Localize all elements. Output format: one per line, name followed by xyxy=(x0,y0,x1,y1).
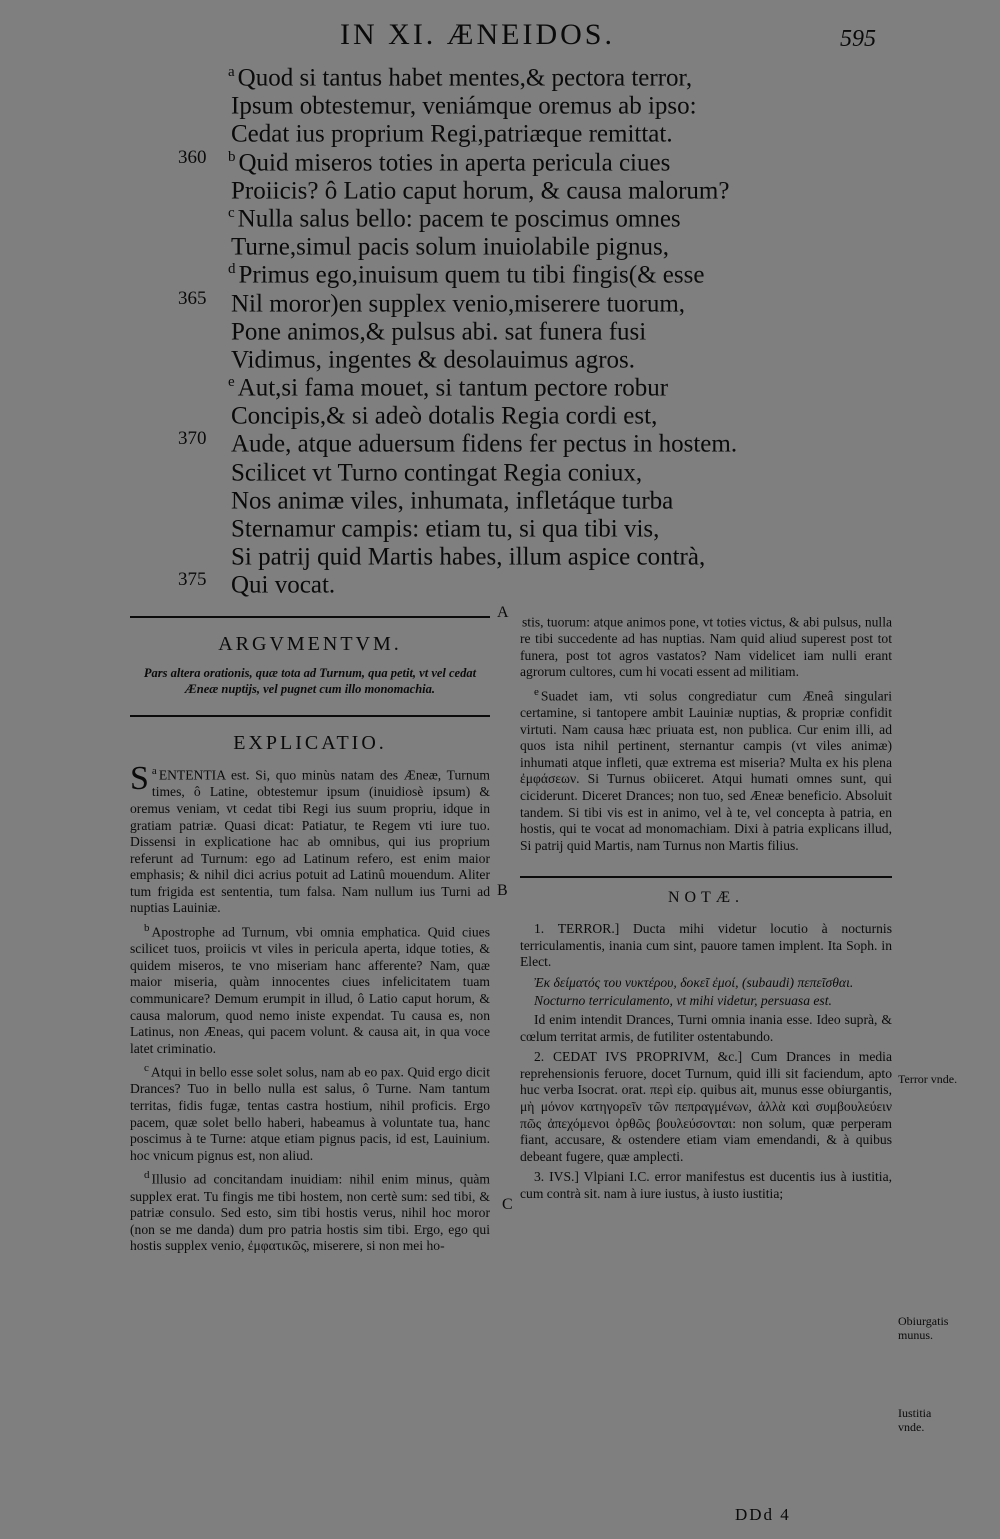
notes-body xyxy=(520,921,892,1203)
verse-line xyxy=(170,199,810,233)
margin-letter: C xyxy=(502,1196,513,1213)
note-marker: c xyxy=(144,1062,149,1075)
paragraph-text: Apostrophe ad Turnum, vbi omnia emphatica. Quid ciues scilicet tuos, proiicis vt viles in pericula aperta, idque toties, & quidem miseros, te vno miseriam hanc afferente? Nam, quæ maior miseria, quàm innocentes ciues infelicitatem tuam communicare? Demum erumpit in illud, ô Latio caput horum, & causa malorum, quod nemo iniste expendat. Tu causa es, non Latinus, non Æneas, qui pacem volunt. & causa ait, in qua voce latet criminatio. xyxy=(130,924,490,1056)
note-marker: b xyxy=(144,922,150,935)
left-column xyxy=(130,612,490,1258)
verse-line xyxy=(170,143,810,176)
verse-line xyxy=(170,537,810,571)
note-marker: e xyxy=(228,374,235,391)
margin-letter: A xyxy=(497,604,509,621)
page-number: 595 xyxy=(840,26,876,52)
line-number: 365 xyxy=(178,287,207,309)
sidenote: Terror vnde. xyxy=(898,1072,958,1086)
paragraph-text: Suadet iam, vti solus congrediatur cum Æneâ singulari certamine, si tantopere ambit Lauiniæ nuptias, & propriæ confidit virtuti. Nam causa hæc priuata est, non publica. Cur enim illi, ad quos ista nihil pertinent, sternantur campis (vt viles animæ) inhumati atque infleti, quæ extrema est miseria? Multa ex his plena ἐμφάσεων. Si Turnus obiiceret. Atqui humati omnes sunt, qui ciciderunt. Diceret Drances; non tuo, sed Æneæ beneficio. Absoluit tandem. Si tibi vis est in animo, vel à te, vel concepta à patria, en hostis, qui te vocat ad monomachiam. Dixi à patria explicans illud, Si patrij quid Martis, nam Turnus non Martis filius. xyxy=(520,688,892,853)
notae-heading: NOTÆ. xyxy=(667,889,745,907)
verse-text: Quod si tantus habet mentes,& pectora terror, xyxy=(237,64,693,92)
divider xyxy=(520,876,892,878)
verse-text: Nulla salus bello: pacem te poscimus omnes xyxy=(237,205,681,233)
note-paragraph: Id enim intendit Drances, Turni omnia inania esse. Ideo suprà, & cœlum territat armis, de futiliter ostentabundo. xyxy=(520,1011,892,1044)
verse-line xyxy=(170,453,810,486)
verse-text: Scilicet vt Turno contingat Regia coniux, xyxy=(231,458,643,486)
verse-line xyxy=(170,424,810,458)
verse-line xyxy=(170,171,810,205)
commentary-paragraph xyxy=(130,920,490,1057)
margin-letter: B xyxy=(497,882,508,899)
note-marker: c xyxy=(228,204,235,221)
paragraph-text: stis, tuorum: atque animos pone, vt toties victus, & abi pulsus, nulla re tibi succedente ad has nuptias. Nam quid aliud superest post tot funera, post tot agros vastatos? Nam videlicet iam nulli erant agrorum cultores, cum hi vocati essent ad militiam. xyxy=(520,614,892,680)
line-number: 370 xyxy=(178,428,207,450)
verse-line xyxy=(170,227,810,261)
verse-text: Vidimus, ingentes & desolauimus agros. xyxy=(231,346,636,374)
verse-text: Cedat ius proprium Regi,patriæque remittat. xyxy=(231,120,673,148)
note-marker: a xyxy=(151,765,157,778)
divider xyxy=(130,616,490,618)
note-marker: b xyxy=(228,148,236,165)
note-paragraph: 2. CEDAT IVS PROPRIVM, &c.] Cum Drances in media reprehensionis feruore, docet Turnum, quid illi sit faciendum, apto huc verba Isocrat. orat. περὶ εἰρ. quibus ait, munus esse obiurgantis, μὴ μόνον κατηγορεῖν τῶν πεπραγμένων, ἀλλὰ καὶ συμβουλεύειν πῶς ἀπεχόμενοι ὀρθῶς βουλεύσονται: non solum, quæ perperam fiant, accusare, & ostendere etiam viam emendandi, & à quibus debeant fugere, quæ amplecti. xyxy=(520,1049,892,1164)
commentary-paragraph xyxy=(130,760,490,917)
verse-text: Nil moror)en supplex venio,miserere tuorum, xyxy=(231,289,686,317)
verse-text: Aut,si fama mouet, si tantum pectore robur xyxy=(237,374,669,402)
signature-mark: DDd 4 xyxy=(735,1505,791,1524)
commentary-paragraph xyxy=(130,1167,490,1255)
verse-line xyxy=(170,58,810,92)
argumentum-text: Pars altera orationis, quæ tota ad Turnum, qua petit, vt vel cedat Æneæ nuptijs, vel pugnet cum illo monomachia. xyxy=(143,665,477,696)
verse-text: Pone animos,& pulsus abi. sat funera fusi xyxy=(231,318,647,346)
commentary-paragraph xyxy=(130,1060,490,1164)
note-marker: a xyxy=(228,64,235,80)
verse-line xyxy=(170,565,810,599)
verse-text: Turne,simul pacis solum inuiolabile pignus, xyxy=(231,233,669,261)
line-number: 360 xyxy=(178,146,207,168)
note-paragraph: 3. IVS.] Vlpiani I.C. error manifestus est ducentis ius à iustitia, cum contrà sit. nam à iure iustus, à iusto iustitia; xyxy=(520,1169,892,1201)
verse-line xyxy=(170,284,810,317)
verse-block xyxy=(170,58,810,599)
verse-text: Quid miseros toties in aperta pericula ciues xyxy=(238,148,671,176)
verse-line xyxy=(170,481,810,515)
verse-text: Si patrij quid Martis habes, illum aspice contrà, xyxy=(231,543,706,571)
verse-line xyxy=(170,86,810,120)
verse-line xyxy=(170,396,810,430)
verse-text: Aude, atque aduersum fidens fer pectus in hostem. xyxy=(231,430,738,458)
paragraph-text: Illusio ad concitandam inuidiam: nihil enim minus, quàm supplex erat. Tu fingis me tibi hostem, non certè sum: sed tibi, & patriæ consulo. Sed esto, sim tibi hostis verus, nihil hoc moror (non se me danda) dum pro patria hostis sim tibi. Ergo, ego qui hostis supplex venio, ἐμφατικῶς, miserere, si non mei ho- xyxy=(130,1171,490,1254)
paragraph-text: Atqui in bello esse solet solus, nam ab eo pax. Quid ergo dicit Drances? Tuo in bello nulla est salus, ô Turne. Nam tantum territas, fidis fugæ, tentas castra hostium, nihil proficis. Ergo pacem, quæ solet bello haberi, habeamus à voluntate tua, hanc poscimus à te Turne: atque etiam pignus pacis, id est, Lauinium. hoc vnicum pignus est, non aliud. xyxy=(130,1064,490,1163)
verse-text: Qui vocat. xyxy=(231,571,336,599)
verse-text: Sternamur campis: etiam tu, si qua tibi vis, xyxy=(231,515,660,543)
quoted-line: Ἐκ δείματός του νυκτέρου, δοκεῖ ἐμοί, (subaudi) πεπεῖσθαι. xyxy=(534,974,854,990)
divider xyxy=(130,715,490,717)
commentary-paragraph xyxy=(520,684,892,854)
sidenote: Iustitia vnde. xyxy=(898,1406,932,1434)
quoted-line: Nocturno terriculamento, vt mihi videtur, persuasa est. xyxy=(534,993,832,1009)
explicatio-continued xyxy=(520,610,892,854)
note-marker: d xyxy=(144,1169,150,1182)
sidenote: Obiurgatis munus. xyxy=(898,1314,949,1342)
note-marker: d xyxy=(228,261,236,278)
right-column xyxy=(520,610,892,1206)
verse-text: Concipis,& si adeò dotalis Regia cordi est, xyxy=(231,402,658,430)
verse-text: Nos animæ viles, inhumata, infletáque turba xyxy=(231,487,674,515)
note-paragraph: 1. TERROR.] Ducta mihi videtur locutio à nocturnis terriculamentis, inania cum sint, pauore tamen implent. Ita Soph. in Elect. xyxy=(520,920,892,970)
verse-text: Proiicis? ô Latio caput horum, & causa malorum? xyxy=(231,177,730,205)
drop-cap: S xyxy=(130,760,149,798)
verse-text: Primus ego,inuisum quem tu tibi fingis(& esse xyxy=(238,261,705,289)
verse-line xyxy=(170,509,810,543)
running-header xyxy=(0,18,1000,58)
commentary-paragraph xyxy=(520,610,892,681)
line-number: 375 xyxy=(178,569,207,591)
verse-line xyxy=(170,340,810,374)
explicatio-body xyxy=(130,760,490,1255)
verse-text: Ipsum obtestemur, veniámque oremus ab ipso: xyxy=(231,92,697,120)
argumentum-heading: ARGVMENTVM. xyxy=(218,633,402,655)
verse-line xyxy=(170,312,810,346)
note-marker: e xyxy=(534,685,539,698)
verse-line xyxy=(170,255,810,289)
verse-line xyxy=(170,368,810,402)
paragraph-text: ENTENTIA est. Si, quo minùs natam des Æneæ, Turnum times, ô Latine, obtestemur ipsum (inuidiosè ipsum) & oremus veniam, vt cedat tibi Regi ius suum propriu, idque in gratiam patriæ. Quasi dicat: Patiatur, te Regem vti iure tuo. Dissensi in explicatione hac ab omnibus, qui ius proprium referunt ad Turnum: ego ad Latinum refero, est enim maior emphasis; & nihil dici acrius potuit ad Latinû mouendum. Aliter tum frigida est sententia, tum falsa. Nam nullum ius Turni ad nuptias Lauiniæ. xyxy=(130,767,490,916)
verse-line xyxy=(170,114,810,148)
running-title: IN XI. ÆNEIDOS. xyxy=(340,18,615,51)
explicatio-heading: EXPLICATIO. xyxy=(233,731,387,754)
